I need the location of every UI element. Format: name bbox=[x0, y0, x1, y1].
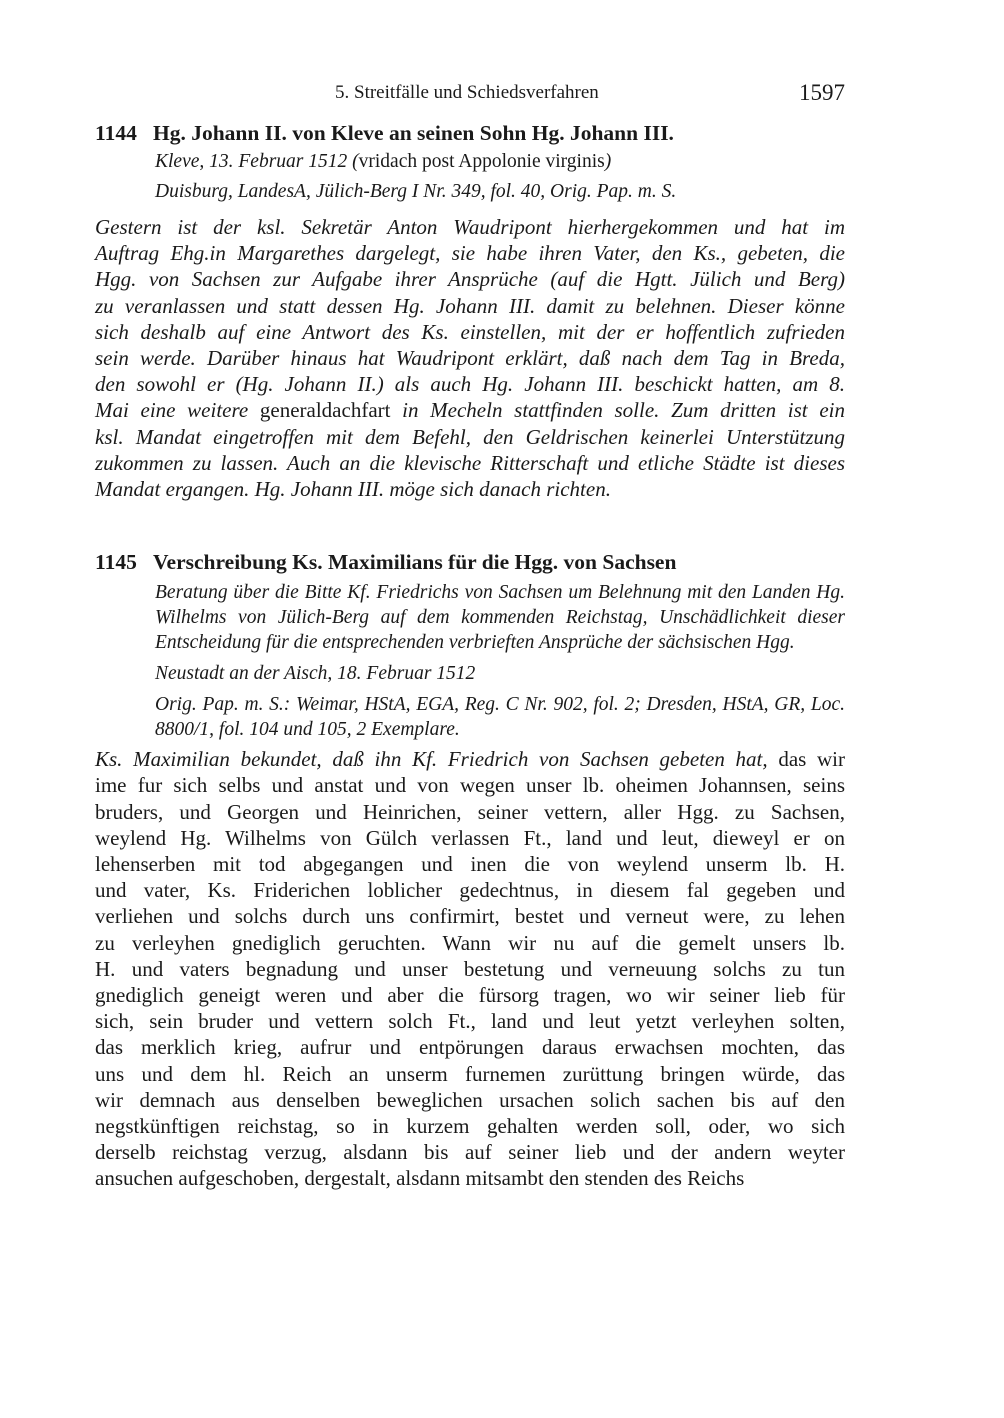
upright-span: sich, sein bruder und vettern solch Ft., land und leut yetzt verleyhen solten, bbox=[95, 1009, 845, 1034]
text-line bbox=[95, 1008, 845, 1034]
text-line bbox=[95, 240, 845, 266]
entry-date: Neustadt an der Aisch, 18. Februar 1512 bbox=[155, 663, 476, 685]
text-line bbox=[95, 1139, 845, 1165]
running-head bbox=[95, 80, 845, 106]
date-close-paren: ) bbox=[604, 151, 612, 172]
upright-span: H. und vaters begnadung und unser bestetung und verneuung solchs zu tun bbox=[95, 956, 845, 981]
text-line bbox=[95, 266, 845, 292]
text-line bbox=[95, 1113, 845, 1139]
text-line bbox=[95, 799, 845, 825]
entry-1144 bbox=[95, 118, 845, 502]
entry-number: 1144 bbox=[95, 121, 137, 145]
italic-span: Gestern ist der ksl. Sekretär Anton Waudripont hierhergekommen und hat im bbox=[95, 215, 845, 239]
entry-heading: Hg. Johann II. von Kleve an seinen Sohn Hg. Johann III. bbox=[153, 121, 674, 145]
upright-span: bruders, und Georgen und Heinrichen, seiner vettern, aller Hgg. zu Sachsen, bbox=[95, 799, 845, 824]
upright-span: wir demnach aus denselben beweglichen ursachen solich sachen bis auf den bbox=[95, 1087, 845, 1112]
upright-span: das merklich krieg, aufrur und entpörungen daraus erwachsen mochten, das bbox=[95, 1035, 845, 1060]
italic-span: sich deshalb auf eine Antwort des Ks. einstellen, mit der er hoffentlich zufrieden bbox=[95, 319, 845, 344]
entry-source: Duisburg, LandesA, Jülich-Berg I Nr. 349, fol. 40, Orig. Pap. m. S. bbox=[155, 181, 677, 202]
page-number: 1597 bbox=[799, 80, 845, 105]
text-line bbox=[95, 293, 845, 319]
italic-span: Mai eine weitere bbox=[95, 398, 260, 423]
text-line bbox=[95, 476, 845, 502]
text-line bbox=[95, 746, 845, 772]
italic-span: den sowohl er (Hg. Johann II.) als auch Hg. Johann III. beschickt hatten, am 8. bbox=[95, 372, 845, 397]
text-line bbox=[95, 982, 845, 1008]
italic-span: Ks. Maximilian bekundet, daß ihn Kf. Friedrich von Sachsen gebeten hat, bbox=[95, 747, 768, 772]
running-head-title: 5. Streitfälle und Schiedsverfahren bbox=[335, 82, 599, 103]
text-line bbox=[95, 397, 845, 423]
date-feast-day: vridach post Appolonie virginis bbox=[358, 151, 605, 172]
upright-span: derselb reichstag verzug, alsdann bis auf seiner lieb und der andern weyter bbox=[95, 1140, 845, 1165]
italic-span: in Mecheln stattfinden solle. Zum dritten ist ein bbox=[390, 398, 845, 423]
date-place: Kleve, 13. Februar 1512 ( bbox=[155, 151, 359, 172]
italic-span: Mandat ergangen. Hg. Johann III. möge sich danach richten. bbox=[95, 477, 611, 502]
entry-1145 bbox=[95, 547, 845, 1191]
italic-span: Hgg. von Sachsen zur Aufgabe ihrer Ansprüche (auf die Hgtt. Jülich und Berg) bbox=[95, 267, 845, 292]
text-line bbox=[95, 825, 845, 851]
text-line bbox=[95, 772, 845, 798]
upright-span: lehenserben mit tod abgegangen und inen die von weylend unserm lb. H. bbox=[95, 852, 845, 877]
text-line bbox=[95, 956, 845, 982]
italic-span: zukommen zu lassen. Auch an die klevische Ritterschaft und etliche Städte ist dieses bbox=[95, 450, 845, 475]
entry-text bbox=[95, 214, 845, 502]
upright-span: verliehen und solchs durch uns confirmirt, bestet und verneut were, zu lehen bbox=[95, 904, 845, 929]
page-content bbox=[95, 118, 845, 1192]
text-line bbox=[95, 877, 845, 903]
text-line bbox=[95, 214, 845, 240]
text-line bbox=[95, 1034, 845, 1060]
upright-span: und vater, Ks. Friderichen loblicher gedechtnus, in diesem fal gegeben und bbox=[95, 878, 845, 903]
italic-span: ksl. Mandat eingetroffen mit dem Befehl, den Geldrischen keinerlei Unterstützung bbox=[95, 424, 845, 449]
upright-span: das wir bbox=[767, 747, 845, 772]
text-line bbox=[95, 903, 845, 929]
upright-span: ansuchen aufgeschoben, dergestalt, alsdann mitsambt den stenden des Reichs bbox=[95, 1166, 745, 1191]
entry-summary: Beratung über die Bitte Kf. Friedrichs von Sachsen um Belehnung mit den Landen Hg. Wilhelms von Jülich-Berg auf dem kommenden Reichstag, Unschädlichkeit dieser Entscheidung für die entsprechenden verbrieften Ansprüche der sächsischen Hgg. bbox=[155, 582, 845, 654]
entry-number: 1145 bbox=[95, 550, 137, 575]
upright-span: generaldachfart bbox=[259, 398, 391, 423]
upright-span: ime fur sich selbs und anstat und von wegen unser lb. oheimen Johannsen, seins bbox=[95, 773, 845, 798]
text-line bbox=[95, 371, 845, 397]
italic-span: sein werde. Darüber hinaus hat Waudripont erklärt, daß nach dem Tag in Breda, bbox=[95, 346, 845, 371]
entry-heading: Verschreibung Ks. Maximilians für die Hgg. von Sachsen bbox=[153, 550, 677, 575]
entry-source: Orig. Pap. m. S.: Weimar, HStA, EGA, Reg. C Nr. 902, fol. 2; Dresden, HStA, GR, Loc. 8800/1, fol. 104 und 105, 2 Exemplare. bbox=[155, 694, 845, 741]
upright-span: gnediglich geneigt weren und aber die fürsorg tragen, wo wir seiner lieb für bbox=[95, 983, 845, 1008]
italic-span: Auftrag Ehg.in Margarethes dargelegt, sie habe ihren Vater, den Ks., gebeten, die bbox=[95, 241, 845, 266]
text-line bbox=[95, 319, 845, 345]
entry-text bbox=[95, 746, 845, 1191]
entry-title bbox=[95, 118, 845, 148]
text-line bbox=[95, 424, 845, 450]
italic-span: zu veranlassen und statt dessen Hg. Johann III. damit zu belehnen. Dieser könne bbox=[95, 293, 845, 318]
text-line bbox=[95, 851, 845, 877]
text-line bbox=[95, 930, 845, 956]
upright-span: negstkünftigen reichstag, so in kurzem gehalten werden soll, oder, wo sich bbox=[95, 1114, 845, 1139]
entry-title bbox=[95, 547, 845, 577]
upright-span: uns und dem hl. Reich an unserm furnemen zurüttung bringen würde, das bbox=[95, 1061, 845, 1086]
upright-span: zu verleyhen gnediglich geruchten. Wann wir nu auf die gemelt unsers lb. bbox=[95, 930, 845, 955]
text-line bbox=[95, 1087, 845, 1113]
entry-date bbox=[155, 149, 845, 174]
text-line bbox=[95, 345, 845, 371]
upright-span: weylend Hg. Wilhelms von Gülch verlassen Ft., land und leut, dieweyl er on bbox=[95, 825, 845, 850]
text-line bbox=[95, 450, 845, 476]
text-line bbox=[95, 1061, 845, 1087]
text-line bbox=[95, 1165, 845, 1191]
